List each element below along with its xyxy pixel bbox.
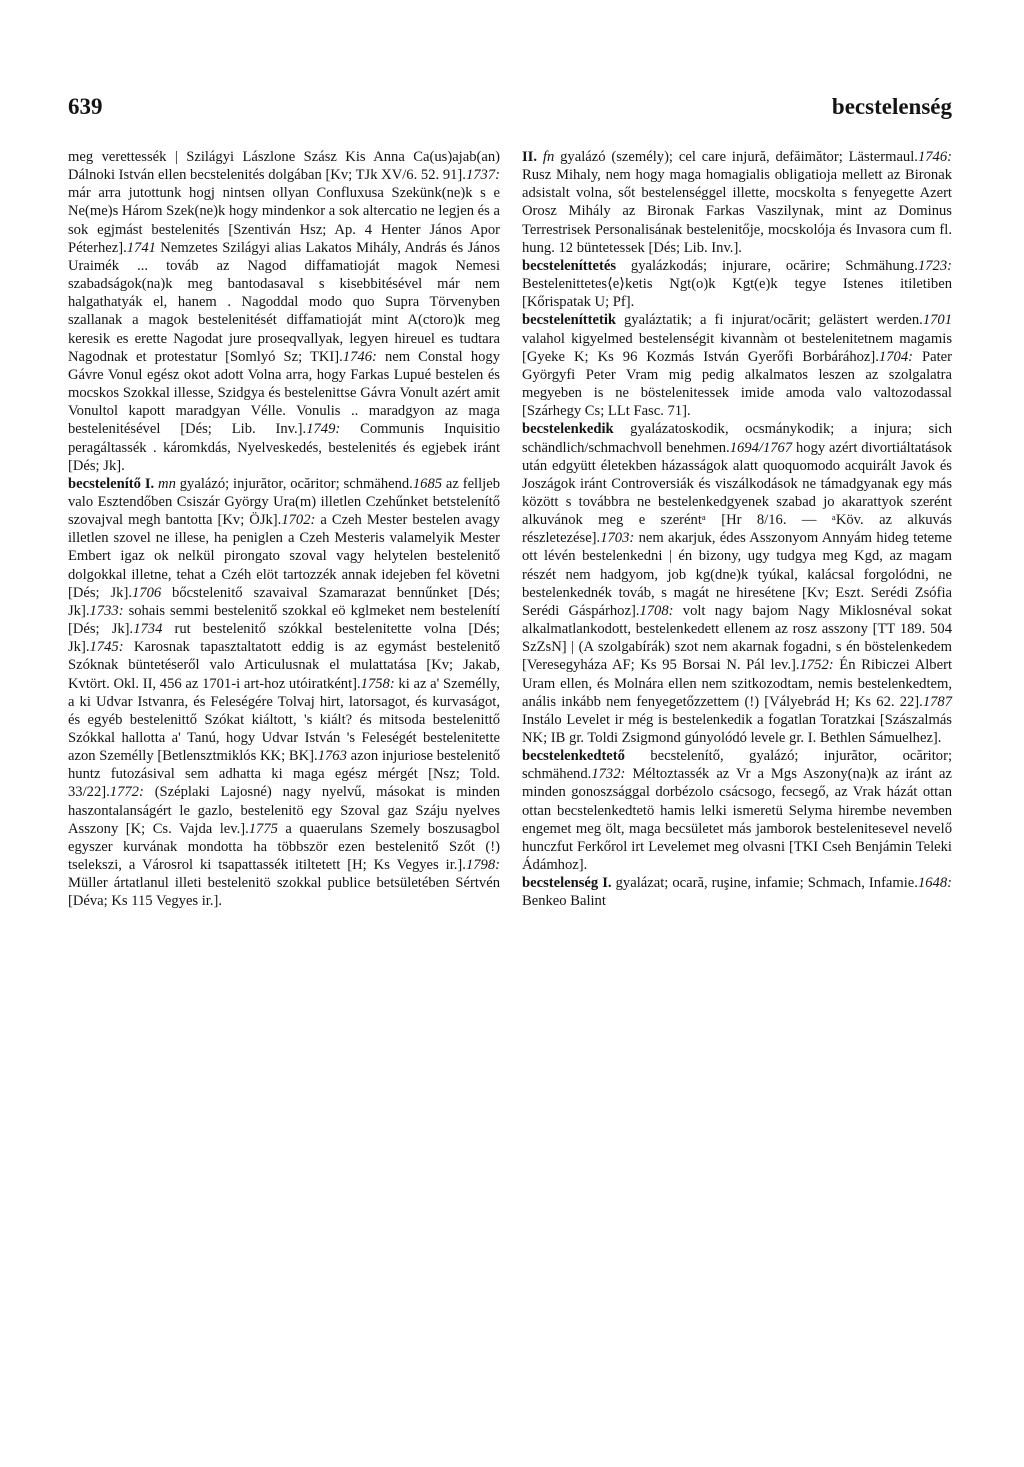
- dictionary-entry: [68, 475, 500, 911]
- page-header: [68, 94, 952, 124]
- citation-text: nem akarjuk, édes Asszonyom Annyám hideg teteme ott lévén bestelenkedni | én bizony, ugy tudgya meg Kgd, az magam részét nem hadgyom, job kg(dne)k tyúkal, kalácsal forgolódni, ne bestelenkednék továb, s magát ne hiresétene [Kv; Eszt. Serédi Zsófia Serédi Gáspárhoz].: [522, 530, 952, 619]
- citation-text: bőcstelenitő szavaival Szamarazat bennűnket [Dés; Jk].: [68, 584, 501, 619]
- citation-year: 1787: [922, 693, 952, 710]
- dictionary-entry: [522, 420, 952, 747]
- running-head: becstelenség: [831, 94, 952, 119]
- citation-text: azon injuriose bestelenitő huntz futozásival sem adhatta ki maga egész mérgét [Nsz; Told. 33/22].: [68, 748, 500, 801]
- citation-text: becstelenítő, gyalázó; injurător, ocăritor; schmähend.: [522, 748, 952, 783]
- citation-year: 1741: [126, 239, 156, 256]
- dictionary-entry: [522, 257, 952, 311]
- citation-text: Rusz Mihaly, nem hogy maga homagialis obligatioja mellett az Bironak adsistalt volna, sőt bestelenséggel illette, mocskolta s fenyegette Azert Orosz Mihály az Bironak Farkas Vaszilynak, mint az Dominus Terrestrisek Personalisának bestelenitője, mocskolója és Invasora cum fl. hung. 12 büntetessek [Dés; Lib. Inv.].: [522, 167, 952, 256]
- dictionary-entry: [522, 311, 952, 420]
- citation-text: Instálo Levelet ir még is bestelenkedik a fogatlan Toratzkai [Szászalmás NK; IB gr. Toldi Zsigmond gúnyolódó levele gr. I. Bethlen Sámuelhez].: [522, 711, 952, 746]
- headword: becstelenség I.: [522, 875, 612, 892]
- citation-text: Benkeo Balint: [522, 893, 606, 910]
- citation-year: 1772:: [109, 784, 144, 801]
- headword: becstelenítő I.: [68, 475, 155, 492]
- citation-year: 1734: [133, 621, 163, 638]
- citation-text: a quaerulans Szemely boszusagbol egyszer kurvának mondotta ha többször ezen bestelenitő Szőt (!) tselekszi, a Városrol ki tsapattassék itiltetett [H; Ks Vegyes ir.].: [68, 820, 500, 874]
- dictionary-entry: [522, 874, 952, 910]
- citation-year: 1775: [248, 820, 278, 837]
- citation-text: gyalázó; injurător, ocăritor; schmähend.: [175, 475, 413, 492]
- headword: becstelenkedik: [522, 421, 614, 438]
- dictionary-entry: [522, 747, 952, 874]
- left-column: [68, 148, 500, 911]
- citation-text: rut bestelenitő szókkal bestelenitette volna [Dés; Jk].: [68, 621, 500, 656]
- citation-text: gyalázkodás; injurare, ocărire; Schmähung.: [616, 257, 918, 274]
- citation-year: 1732:: [591, 766, 626, 783]
- citation-year: 1758:: [360, 675, 395, 692]
- citation-text: Bestelenittetes⟨e⟩ketis Ngt(o)k Kgt(e)k tegye Istenes itiletiben [Kőrispatak U; Pf].: [522, 276, 952, 311]
- citation-year: 1704:: [878, 348, 913, 365]
- citation-text: gyaláztatik; a fi injurat/ocărit; gelästert werden.: [616, 312, 923, 329]
- citation-text: nem Constal hogy Gávre Vonul egész okot adott Volna arra, hogy Farkas Lupué bestelen és mocskos Szokkal illesse, Szidgya és bestelenittse Gávra Vonult azért amit Vonultol kapott maradgyan Vélle. Vonulis .. maradgyon az maga bestelenitésével [Dés; Lib. Inv.].: [68, 348, 501, 438]
- citation-text: az felljeb valo Esztendőben Csiszár György Ura(m) illetlen Czehűnket betstelenítő szovajval megh bantotta [Kv; ÖJk].: [68, 475, 500, 529]
- part-of-speech: fn: [537, 149, 555, 165]
- citation-text: gyalázó (személy); cel care injură, defăimător; Lästermaul.: [554, 149, 918, 165]
- citation-year: 1723:: [917, 257, 952, 274]
- part-of-speech: mn: [154, 475, 176, 492]
- citation-year: 1708:: [639, 602, 674, 619]
- headword: becsteleníttetik: [522, 312, 617, 329]
- citation-text: gyalázatoskodik, ocsmánykodik; a injura; sich schändlich/schmachvoll benehmen.: [522, 421, 952, 456]
- headword: becsteleníttetés: [522, 257, 617, 274]
- citation-text: sohais semmi bestelenitő szokkal eö kglmeket nem bestelenítí [Dés; Jk].: [68, 602, 500, 638]
- sense-number: II.: [522, 149, 538, 165]
- citation-text: gyalázat; ocară, ruşine, infamie; Schmach, Infamie.: [611, 875, 918, 892]
- citation-year: 1694/1767: [729, 439, 793, 456]
- headword: becstelenkedtető: [522, 748, 625, 765]
- citation-year: 1703:: [600, 530, 635, 547]
- citation-text: meg verettessék | Szilágyi Lászlone Szász Kis Anna Ca(us)ajab(an) Dálnoki István ellen becstelenités dolgában [Kv; TJk XV/6. 52. 91].: [68, 149, 500, 184]
- citation-text: már arra jutottunk hogj nintsen ollyan Confluxusa Szekünk(ne)k s e Ne(me)s Három Szek(ne)k hogy mindenkor a sok altercatio ne legjen és a sok egjmást bestelenités [Szentiván Hsz; Ap. 4 Henter János Apor Péterhez].: [68, 185, 500, 256]
- citation-text: Én Ribiczei Albert Uram ellen, és Molnára ellen nem szitkozodtam, nemis bestelenkedtem, anális inkább nem fenyegetőzzettem (!) [Vályebrád H; Ks 62. 22].: [522, 657, 952, 710]
- citation-text: ki az a' Személly, a ki Udvar Istvanra, és Feleségére Tolvaj hirt, latorsagot, és kurvaságot, és egyéb bestelenittő Szókat kiáltott, 's kiált? és mitsoda bestelenittő Szókkal hallotta a' Tanú, hogy Udvar István 's Feleségét bestelenitette azon Személly [Betlensztmiklós KK; BK].: [68, 675, 500, 765]
- citation-text: a Czeh Mester bestelen avagy illetlen szovel ne illese, ha peniglen a Czeh Mesteris valamelyik Mester Embert igaz ok nelkül pirongato szoval vagy helytelen bestelenitő dolgokkal illetne, tehat a Czéh elöt tartozzék annak idejeben fel követni [Dés; Jk].: [68, 512, 501, 601]
- citation-text: Müller ártatlanul illeti bestelenitö szokkal publice betsületében Sértvén [Déva; Ks 115 Vegyes ir.].: [68, 875, 500, 910]
- entry-paragraph: [522, 148, 952, 257]
- citation-year: 1702:: [281, 512, 316, 529]
- citation-year: 1746:: [917, 149, 952, 165]
- citation-year: 1733:: [89, 602, 124, 619]
- citation-text: Communis Inquisitio peragáltassék . káromkdás, Nyelveskedés, bestelenités és egjebek iránt [Dés; Jk].: [68, 421, 500, 474]
- entry-paragraph: [68, 148, 500, 475]
- citation-year: 1685: [412, 475, 443, 492]
- citation-text: Karosnak tapasztaltatott eddig is az egymást bestelenitő Szóknak büntetéseről valo Articulusnak el mulattatása [Kv; Jakab, Kvtört. Okl. II, 456 az 1701-i art-hoz utóiratként].: [68, 639, 500, 692]
- citation-year: 1648:: [917, 875, 952, 892]
- citation-year: 1752:: [799, 657, 834, 674]
- citation-year: 1701: [922, 312, 952, 329]
- right-column: [522, 148, 952, 911]
- citation-year: 1746:: [342, 348, 377, 365]
- citation-text: Méltoztassék az Vr a Mgs Aszony(na)k az iránt az minden gonoszsággal dorbézolo csácsogo, fecsegő, az Vrak házát ottan ottan becstelenkedtetö hamis lelki ismeretü Selyma hirembe nevemben engemet meg ölt, maga becsületet más jamborok bestelenitesevel nevelő hunczfut Ferkőrol irt Levelemet meg olvasni [TKI Cseh Benjámin Teleki Ádámhoz].: [522, 766, 952, 874]
- page-number: 639: [68, 94, 103, 119]
- citation-text: Pater Györgyfi Peter Vram mig pedig alkalmatos leszen az szolgalatra megyeben is ne böstelenitessek imide amoda valo valtozodassal [Szárhegy Cs; LLt Fasc. 71].: [522, 348, 952, 420]
- citation-text: volt nagy bajom Nagy Miklosnéval sokat alkalmatlankodott, bestelenkedett ellenem az rosz asszony [TT 189. 504 SzZsN] | (A szolgabírák) szot nem akarnak fogadni, s én böstelenkedem [Veresegyháza AF; Ks 95 Borsai N. Pál lev.].: [522, 602, 952, 674]
- citation-year: 1745:: [89, 639, 124, 656]
- citation-text: hogy azért divortiáltatások után edgyütt életekben házasságok alatt quoquomodo acquirált Javok és Joszágok iránt Controversiák és viszálkodások ne támadgyanak egy más között s továbbra ne bestelenkedgyenek szabad jo akarattyok szerént alkuvánok meg e szeréntᵃ [Hr 8/16. — ᵃKöv. az alkuvás részletezése].: [522, 439, 953, 547]
- citation-year: 1749:: [306, 421, 341, 438]
- citation-year: 1798:: [465, 857, 500, 874]
- citation-text: valahol kigyelmed bestelenségit kivannàm ot bestelenitetnem magamis [Gyeke K; Ks 96 Kozmás István Gyerőfi Borbárához].: [522, 330, 952, 365]
- citation-year: 1737:: [465, 167, 500, 184]
- citation-year: 1763: [317, 748, 347, 765]
- citation-text: (Széplaki Lajosné) nagy nyelvű, másokat is minden haszontalanságért le gazlo, bestelenitö egy Szoval gaz Száju nyelves Asszony [K; Cs. Vajda lev.].: [68, 784, 500, 837]
- citation-year: 1706: [131, 584, 162, 601]
- citation-text: Nemzetes Szilágyi alias Lakatos Mihály, András és János Uraimék ... továb az Nagod diffamatioját magok Nemesi szabadságok(na)k meg bantodasaval s kisebbitésével már nem halgathatyák el, hanem . Nagoddal modo quo Supra Törvenyben szallanak a magok bestelenitését diffamatioját mint A(ctoro)k meg keresik es erette Nagodat jure proseqvallyak, legyen hireuel es tudtara Nagodnak et protestatur [Somlyó Sz; TKI].: [68, 239, 500, 365]
